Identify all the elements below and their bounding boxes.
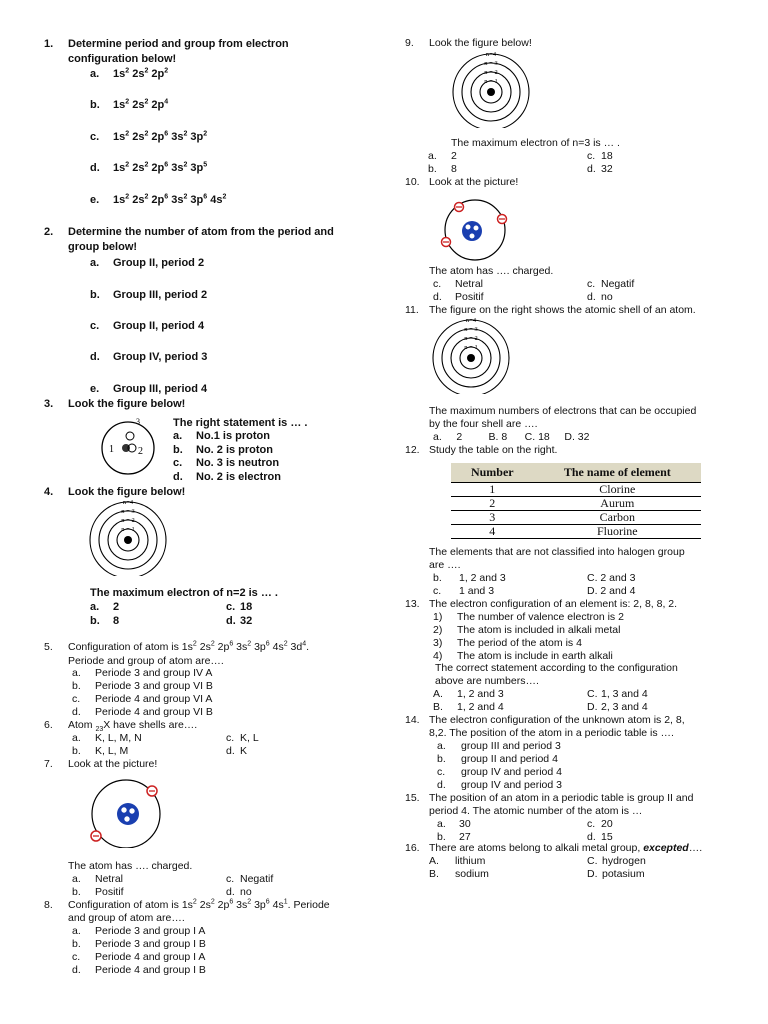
q15-text-line2: period 4. The atomic number of the atom is … (429, 805, 643, 817)
q2-option: Group II, period 4 (113, 320, 205, 332)
q15-option-a-label: a. (437, 818, 446, 830)
q15-option-b-label: b. (437, 831, 446, 843)
q11-statement-line2: by the four shell are …. (429, 418, 538, 430)
q10-option-1-label: c. (433, 278, 442, 290)
shell-label-n4: n=4 (122, 499, 134, 506)
table-cell: 1 (451, 483, 534, 497)
q15-option-d: 15 (601, 831, 613, 843)
q14-option-label: d. (437, 779, 446, 791)
table-cell: 2 (451, 497, 534, 511)
q6-option-d: K (240, 745, 248, 757)
shell-label-n3: n = 3 (121, 508, 135, 515)
q13-option-d: 2, 3 and 4 (601, 701, 648, 713)
q5-option-label: d. (72, 706, 81, 718)
q8-text-line1: Configuration of atom is $1s^2$ $2s^2$ $2p^6$ $3s^2$ $3p^6$ $4s^1$. Periode (68, 898, 330, 911)
q6-option-c: K, L (240, 732, 259, 744)
q14-option-label: b. (437, 753, 446, 765)
q13-option-c-label: C. (587, 688, 598, 700)
q11-option-c-label: C. (524, 431, 536, 443)
q3-option-label: c. (173, 457, 183, 469)
q4-number: 4. (44, 486, 54, 498)
charged-atom-diagram-q7 (82, 776, 164, 848)
element-table (451, 463, 701, 539)
q9-text: Look the figure below! (429, 37, 532, 49)
q13-item-option: The period of the atom is 4 (457, 637, 582, 649)
q7-option-d-label: d. (226, 886, 235, 898)
q6-text: Atom $_{23}$X have shells are…. (68, 719, 198, 734)
q5-option-label: a. (72, 667, 81, 679)
q6-option-d-label: d. (226, 745, 235, 757)
q5-option: Periode 3 and group IV A (95, 667, 213, 679)
q7-option-b-label: b. (72, 886, 81, 898)
q13-option-d-label: D. (587, 701, 598, 713)
shell-label-n4: n=4 (485, 51, 497, 58)
q8-configuration: $1s^2$ $2s^2$ $2p^6$ $3s^2$ $3p^6$ $4s^1$ (181, 898, 288, 911)
q11-options-row (433, 431, 589, 443)
q8-option: Periode 3 and group I B (95, 938, 206, 950)
table-row (451, 497, 701, 511)
charged-atom-diagram-q10 (435, 196, 517, 262)
q1-option-configuration: $1s^2$ $2s^2$ $2p^6$ $3s^2$ $3p^6$ $4s^2$ (113, 193, 227, 206)
q13-item-option: The number of valence electron is 2 (457, 611, 624, 623)
shell-diagram-q9 (451, 50, 531, 128)
q12-text: Study the table on the right. (429, 444, 558, 456)
shell-label-n3: n = 3 (484, 60, 498, 67)
q14-option: group III and period 3 (461, 740, 561, 752)
q7-option-b: Positif (95, 886, 124, 898)
q14-text-line1: The electron configuration of the unknown atom is 2, 8, (429, 714, 685, 726)
q12-option-d: D. 2 and 4 (587, 585, 636, 597)
q11-statement-line1: The maximum numbers of electrons that can be occupied (429, 405, 697, 417)
diagram-label-2: 2 (138, 446, 143, 457)
q14-text-line2: 8,2. The position of the atom in a periodic table is …. (429, 727, 674, 739)
shell-diagram-q4 (88, 498, 168, 576)
q10-option-3-label: d. (433, 291, 442, 303)
q3-text: Look the figure below! (68, 398, 186, 410)
q5-number: 5. (44, 641, 53, 653)
q4-option-b: 8 (113, 615, 120, 627)
q16-option-c-label: C. (587, 855, 598, 867)
shell-diagram-q11 (431, 316, 511, 394)
q13-option-a-label: A. (433, 688, 443, 700)
q10-option-3: Positif (455, 291, 484, 303)
q11-option-b: 8 (501, 431, 508, 443)
q11-text: The figure on the right shows the atomic shell of an atom. (429, 304, 696, 316)
q7-number: 7. (44, 758, 53, 770)
q7-option-c-label: c. (226, 873, 235, 885)
q9-option-d: 32 (601, 163, 613, 175)
element-table-header (451, 463, 701, 483)
q2-option-label: d. (90, 351, 100, 363)
q16-option-d-label: D. (587, 868, 598, 880)
q7-text: Look at the picture! (68, 758, 158, 770)
q13-option-a: 1, 2 and 3 (457, 688, 504, 700)
q10-option-2-label: c. (587, 278, 596, 290)
q13-item-option-label: 2) (433, 624, 443, 636)
q5-text-line2: Periode and group of atom are…. (68, 655, 224, 667)
q15-option-c: 20 (601, 818, 613, 830)
q8-option: Periode 3 and group I A (95, 925, 206, 937)
q10-option-1: Netral (455, 278, 484, 290)
q7-option-c: Negatif (240, 873, 274, 885)
q7-option-d: no (240, 886, 252, 898)
q13-item-option: The atom is include in earth alkali (457, 650, 613, 662)
q8-option: Periode 4 and group I B (95, 964, 206, 976)
q11-option-b-label: B. (488, 431, 499, 443)
q13-option-b-label: B. (433, 701, 443, 713)
q2-text-line1: Determine the number of atom from the period and (68, 226, 334, 238)
q6-number: 6. (44, 719, 53, 731)
q5-option: Periode 4 and group VI A (95, 693, 213, 705)
q8-option: Periode 4 and group I A (95, 951, 206, 963)
q11-option-d-label: D. (564, 431, 575, 443)
q4-option-a: 2 (113, 601, 120, 613)
q9-option-b-label: b. (428, 163, 437, 175)
table-row (451, 483, 701, 497)
q3-option: No. 2 is electron (196, 471, 281, 483)
q15-number: 15. (405, 792, 420, 804)
q12-option-b: 1, 2 and 3 (459, 572, 506, 584)
q16-option-a: lithium (455, 855, 486, 867)
q3-option-label: d. (173, 471, 183, 483)
q7-statement: The atom has …. charged. (68, 860, 193, 872)
q1-option-configuration: $1s^2$ $2s^2$ $2p^6$ $3s^2$ $3p^5$ (113, 161, 208, 174)
q2-option-label: a. (90, 257, 100, 269)
q9-option-c: 18 (601, 150, 613, 162)
q2-text-line2: group below! (68, 241, 138, 253)
q6-option-b: K, L, M (95, 745, 129, 757)
q2-number: 2. (44, 226, 54, 238)
q7-option-a-label: a. (72, 873, 81, 885)
q15-option-c-label: c. (587, 818, 596, 830)
q12-statement-line2: are …. (429, 559, 461, 571)
q13-item-option-label: 4) (433, 650, 443, 662)
q9-option-c-label: c. (587, 150, 596, 162)
q13-number: 13. (405, 598, 420, 610)
q14-option: group IV and period 3 (461, 779, 562, 791)
shell-label-n3: n = 3 (464, 326, 478, 333)
q10-option-4-label: d. (587, 291, 596, 303)
q16-text: There are atoms belong to alkali metal group, excepted…. (429, 842, 703, 854)
q10-option-4: no (601, 291, 613, 303)
q14-option-label: c. (437, 766, 446, 778)
q14-option: group IV and period 4 (461, 766, 562, 778)
table-row (451, 511, 701, 525)
q12-option-b-label: b. (433, 572, 442, 584)
table-cell: Carbon (534, 511, 701, 525)
q15-option-d-label: d. (587, 831, 596, 843)
q10-statement: The atom has …. charged. (429, 265, 554, 277)
q3-statement: The right statement is … . (173, 417, 308, 429)
q2-option-label: e. (90, 383, 100, 395)
q6-option-c-label: c. (226, 732, 235, 744)
q5-text-line1: Configuration of atom is $1s^2$ $2s^2$ $2p^6$ $3s^2$ $3p^6$ $4s^2$ $3d^4$. (68, 640, 310, 653)
q1-option-label: b. (90, 99, 100, 111)
q1-option-configuration: $1s^2$ $2s^2$ $2p^6$ $3s^2$ $3p^2$ (113, 130, 208, 143)
q11-option-d: 32 (577, 431, 590, 443)
q1-option-label: e. (90, 194, 100, 206)
q15-text-line1: The position of an atom in a periodic table is group II and (429, 792, 694, 804)
q14-option-label: a. (437, 740, 446, 752)
table-header-number: Number (451, 463, 534, 483)
q3-number: 3. (44, 398, 54, 410)
q16-number: 16. (405, 842, 420, 854)
q1-option-label: d. (90, 162, 100, 174)
q4-option-d: 32 (240, 615, 253, 627)
diagram-label-1: 1 (109, 444, 114, 455)
q4-option-a-label: a. (90, 601, 100, 613)
atom-particle-diagram (92, 410, 164, 476)
q13-item-option-label: 1) (433, 611, 443, 623)
q8-option-label: d. (72, 964, 81, 976)
q15-option-a: 30 (459, 818, 471, 830)
shell-label-n2: n = 2 (121, 517, 135, 524)
q6-option-a-label: a. (72, 732, 81, 744)
q10-option-2: Negatif (601, 278, 635, 290)
q8-number: 8. (44, 899, 53, 911)
shell-label-n2: n = 2 (484, 69, 498, 76)
q2-option: Group IV, period 3 (113, 351, 208, 363)
q13-item-option: The atom is included in alkali metal (457, 624, 621, 636)
q5-option: Periode 4 and group VI B (95, 706, 213, 718)
q2-option: Group II, period 2 (113, 257, 205, 269)
q7-option-a: Netral (95, 873, 124, 885)
q11-number: 11. (405, 304, 419, 316)
q2-option-label: b. (90, 289, 100, 301)
q11-option-a: 2 (456, 431, 463, 443)
q12-statement-line1: The elements that are not classified into halogen group (429, 546, 685, 558)
q8-option-label: c. (72, 951, 81, 963)
shell-label-n1: n = 1 (464, 344, 478, 351)
q9-option-d-label: d. (587, 163, 596, 175)
q1-option-label: a. (90, 68, 100, 80)
q3-option: No.1 is proton (196, 430, 270, 442)
q6-option-b-label: b. (72, 745, 81, 757)
q11-option-a-label: a. (433, 431, 442, 443)
q1-option-configuration: $1s^2$ $2s^2$ $2p^4$ (113, 98, 169, 111)
q4-option-c-label: c. (226, 601, 236, 613)
q12-option-c2: 1 and 3 (459, 585, 495, 597)
table-row (451, 525, 701, 539)
shell-label-n2: n = 2 (464, 335, 478, 342)
q13-option-c: 1, 3 and 4 (601, 688, 648, 700)
shell-label-n4: n=4 (465, 317, 477, 324)
q4-option-b-label: b. (90, 615, 100, 627)
q9-option-a-label: a. (428, 150, 437, 162)
q2-option: Group III, period 4 (113, 383, 208, 395)
q3-option-label: b. (173, 444, 183, 456)
q3-option-label: a. (173, 430, 183, 442)
table-cell: 4 (451, 525, 534, 539)
shell-label-n1: n = 1 (484, 78, 498, 85)
q15-option-b: 27 (459, 831, 471, 843)
q16-option-c: hydrogen (602, 855, 646, 867)
table-cell: Aurum (534, 497, 701, 511)
q9-option-a: 2 (451, 150, 457, 162)
q4-text: Look the figure below! (68, 486, 186, 498)
q14-option: group II and period 4 (461, 753, 558, 765)
q9-statement: The maximum electron of n=3 is … . (451, 137, 620, 149)
q8-text-line2: and group of atom are…. (68, 912, 185, 924)
q10-text: Look at the picture! (429, 176, 519, 188)
q5-option-label: c. (72, 693, 81, 705)
q4-option-c: 18 (240, 601, 253, 613)
q11-option-c: 18 (538, 431, 550, 443)
q1-option-label: c. (90, 131, 100, 143)
q13-statement-line1: The correct statement according to the configuration (435, 662, 678, 674)
diagram-label-3: 3 (136, 417, 140, 426)
q1-number: 1. (44, 38, 54, 50)
q3-option: No. 2 is proton (196, 444, 273, 456)
q12-option-c-label: c. (433, 585, 442, 597)
table-cell: 3 (451, 511, 534, 525)
q14-number: 14. (405, 714, 420, 726)
q13-option-b: 1, 2 and 4 (457, 701, 504, 713)
table-cell: Clorine (534, 483, 701, 497)
table-header-element: The name of element (534, 463, 701, 483)
shell-label-n1: n = 1 (121, 526, 135, 533)
q8-option-label: a. (72, 925, 81, 937)
q12-number: 12. (405, 444, 420, 456)
q13-text: The electron configuration of an element is: 2, 8, 8, 2. (429, 598, 678, 610)
q1-text-line1: Determine period and group from electron (68, 38, 289, 50)
q1-option-configuration: $1s^2$ $2s^2$ $2p^2$ (113, 67, 169, 80)
q3-option: No. 3 is neutron (196, 457, 280, 469)
q16-option-b: sodium (455, 868, 489, 880)
q16-option-a-label: A. (429, 855, 439, 867)
q5-option: Periode 3 and group VI B (95, 680, 213, 692)
q4-option-d-label: d. (226, 615, 236, 627)
q2-option: Group III, period 2 (113, 289, 208, 301)
q1-text-line2: configuration below! (68, 53, 177, 65)
q5-option-label: b. (72, 680, 81, 692)
q8-option-label: b. (72, 938, 81, 950)
q16-option-d: potasium (602, 868, 645, 880)
q4-statement: The maximum electron of n=2 is … . (90, 587, 278, 599)
table-cell: Fluorine (534, 525, 701, 539)
q13-statement-line2: above are numbers…. (435, 675, 539, 687)
q16-option-b-label: B. (429, 868, 439, 880)
q10-number: 10. (405, 176, 420, 188)
q2-option-label: c. (90, 320, 100, 332)
q13-item-option-label: 3) (433, 637, 443, 649)
q9-number: 9. (405, 37, 414, 49)
q9-option-b: 8 (451, 163, 457, 175)
q6-option-a: K, L, M, N (95, 732, 142, 744)
q5-configuration: $^2$ $2s^2$ $2p^6$ $3s^2$ $3p^6$ $4s^2$ $3d^4$ (192, 640, 307, 653)
q12-option-c: C. 2 and 3 (587, 572, 636, 584)
